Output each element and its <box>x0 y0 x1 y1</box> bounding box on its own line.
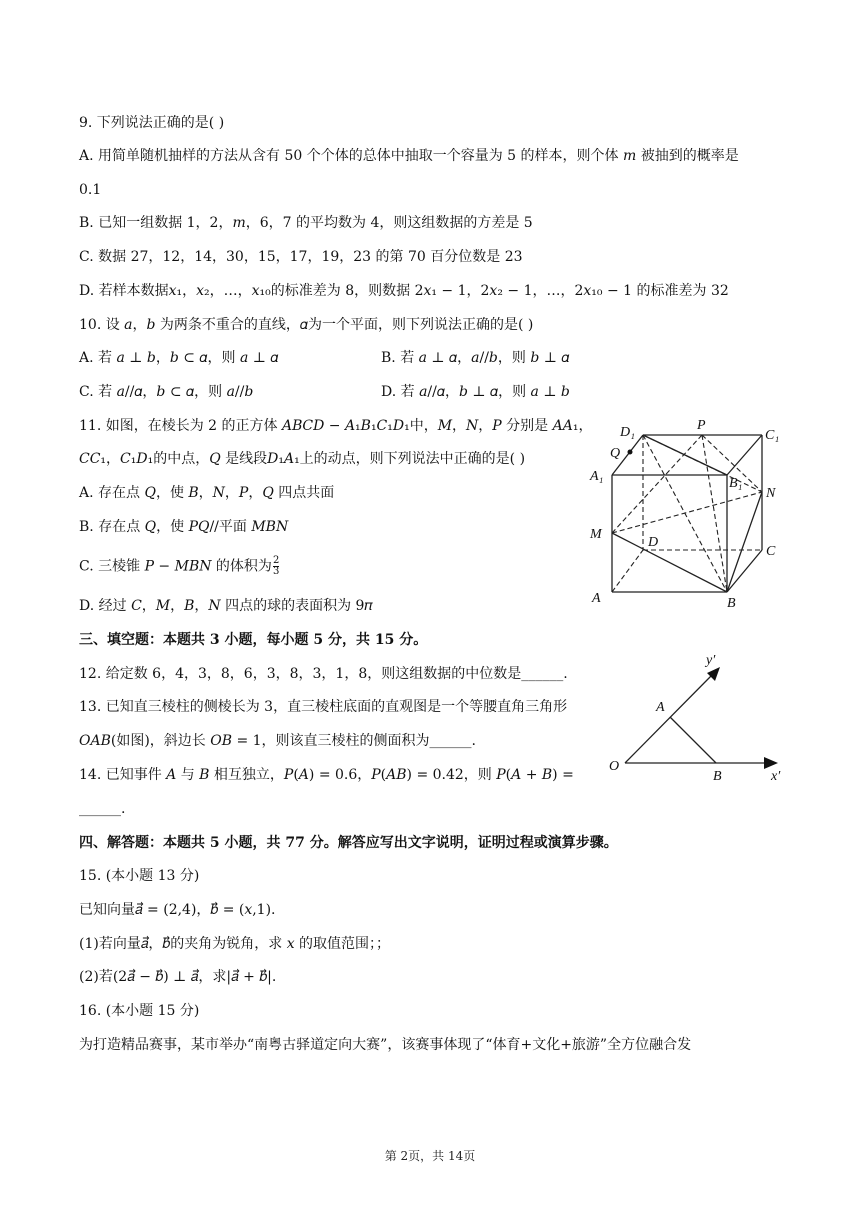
q11-option-b: B. 存在点 𝑄，使 𝑃𝑄//平面 𝑀𝐵𝑁 <box>79 519 289 535</box>
label-x-prime: x′ <box>771 769 781 783</box>
q10-option-b: B. 若 𝑎 ⊥ 𝛼，𝑎//𝑏，则 𝑏 ⊥ 𝛼 <box>381 350 570 366</box>
label-point-a: A <box>656 700 665 715</box>
label-d: D <box>648 535 659 550</box>
fraction-denominator: 3 <box>272 566 280 577</box>
label-d1: D₁ <box>620 425 635 440</box>
q10-option-a: A. 若 𝑎 ⊥ 𝑏，𝑏 ⊂ 𝛼，则 𝑎 ⊥ 𝛼 <box>79 350 279 366</box>
point-q-dot <box>628 450 633 455</box>
q14-line2: ______. <box>79 801 126 817</box>
q9-stem: 9. 下列说法正确的是( ) <box>79 115 225 131</box>
label-a: A <box>592 591 601 606</box>
label-q: Q <box>610 446 621 461</box>
q16-heading: 16. (本小题 15 分) <box>79 1003 200 1019</box>
oblique-axes-figure <box>605 648 795 783</box>
fraction <box>273 556 279 577</box>
label-a1: A₁ <box>590 469 604 484</box>
q13-line1: 13. 已知直三棱柱的侧棱长为 3，直三棱柱底面的直观图是一个等腰直角三角形 <box>79 699 568 715</box>
label-point-b: B <box>713 769 722 783</box>
q12: 12. 给定数 6，4，3，8，6，3，8，3，1，8，则这组数据的中位数是______. <box>79 666 568 682</box>
q11-option-c <box>79 556 279 577</box>
label-b1: B₁ <box>729 476 743 491</box>
label-p: P <box>697 418 706 433</box>
q15-part1: (1)若向量𝑎⃗，𝑏⃗的夹角为锐角，求 𝑥 的取值范围；； <box>79 936 391 952</box>
q10-option-c: C. 若 𝑎//𝛼，𝑏 ⊂ 𝛼，则 𝑎//𝑏 <box>79 384 254 400</box>
label-n: N <box>766 486 776 501</box>
label-y-prime: y′ <box>706 653 716 668</box>
q16-text: 为打造精品赛事，某市举办“南粤古驿道定向大赛”，该赛事体现了“体育+文化+旅游”全方位融合发 <box>79 1037 692 1053</box>
q9-option-d: D. 若样本数据𝑥₁，𝑥₂，…，𝑥₁₀的标准差为 8，则数据 2𝑥₁ − 1，2𝑥₂ − 1，…，2𝑥₁₀ − 1 的标准差为 32 <box>79 283 729 299</box>
q11-option-d: D. 经过 𝐶，𝑀，𝐵，𝑁 四点的球的表面积为 9𝜋 <box>79 598 373 614</box>
q15-heading: 15. (本小题 13 分) <box>79 868 200 884</box>
y-axis <box>625 675 712 763</box>
q9-option-a: A. 用简单随机抽样的方法从含有 50 个个体的总体中抽取一个容量为 5 的样本，则个体 𝑚 被抽到的概率是 <box>79 148 739 164</box>
q9-option-c: C. 数据 27，12，14，30，15，17，19，23 的第 70 百分位数是 23 <box>79 249 523 265</box>
q9-option-a-cont: 0.1 <box>79 182 102 198</box>
section-3-heading: 三、填空题：本题共 3 小题，每小题 5 分，共 15 分。 <box>79 632 428 648</box>
segment-ab <box>670 717 716 763</box>
q14-line1: 14. 已知事件 𝐴 与 𝐵 相互独立，𝑃(𝐴) = 0.6，𝑃(𝐴𝐵) = 0.42，则 𝑃(𝐴 + 𝐵) = <box>79 767 574 783</box>
label-point-o: O <box>609 759 620 774</box>
q13-line2: 𝑂𝐴𝐵(如图)，斜边长 𝑂𝐵 = 1，则该直三棱柱的侧面积为______. <box>79 733 477 749</box>
q10-option-d: D. 若 𝑎//𝛼，𝑏 ⊥ 𝛼，则 𝑎 ⊥ 𝑏 <box>381 384 570 400</box>
section-4-heading: 四、解答题：本题共 5 小题，共 77 分。解答应写出文字说明，证明过程或演算步骤。 <box>79 835 618 851</box>
q10-stem: 10. 设 𝑎，𝑏 为两条不重合的直线，𝛼为一个平面，则下列说法正确的是( ) <box>79 317 534 333</box>
q15-part2: (2)若(2𝑎⃗ − 𝑏⃗) ⊥ 𝑎⃗，求|𝑎⃗ + 𝑏⃗|. <box>79 969 277 985</box>
q11-option-a: A. 存在点 𝑄，使 𝐵，𝑁，𝑃，𝑄 四点共面 <box>79 485 335 501</box>
cube-figure <box>585 415 785 610</box>
label-m: M <box>590 527 602 542</box>
q11-option-c-text: C. 三棱锥 𝑃 − 𝑀𝐵𝑁 的体积为 <box>79 558 272 575</box>
fraction-numerator: 2 <box>272 555 280 566</box>
page-footer: 第 2页，共 14页 <box>384 1149 476 1163</box>
q9-option-b: B. 已知一组数据 1，2，𝑚，6，7 的平均数为 4，则这组数据的方差是 5 <box>79 215 533 231</box>
label-c: C <box>766 544 776 559</box>
q11-stem: 11. 如图，在棱长为 2 的正方体 𝐴𝐵𝐶𝐷 − 𝐴₁𝐵₁𝐶₁𝐷₁中，𝑀，𝑁，𝑃 分别是 𝐴𝐴₁， <box>79 418 593 434</box>
label-b: B <box>727 596 736 610</box>
q15-given: 已知向量𝑎⃗ = (2,4)，𝑏⃗ = (𝑥,1). <box>79 902 276 918</box>
label-c1: C₁ <box>765 428 780 443</box>
q11-stem-cont: 𝐶𝐶₁，𝐶₁𝐷₁的中点，𝑄 是线段𝐷₁𝐴₁上的动点，则下列说法中正确的是( ) <box>79 451 526 467</box>
x-axis-arrow <box>764 757 778 769</box>
